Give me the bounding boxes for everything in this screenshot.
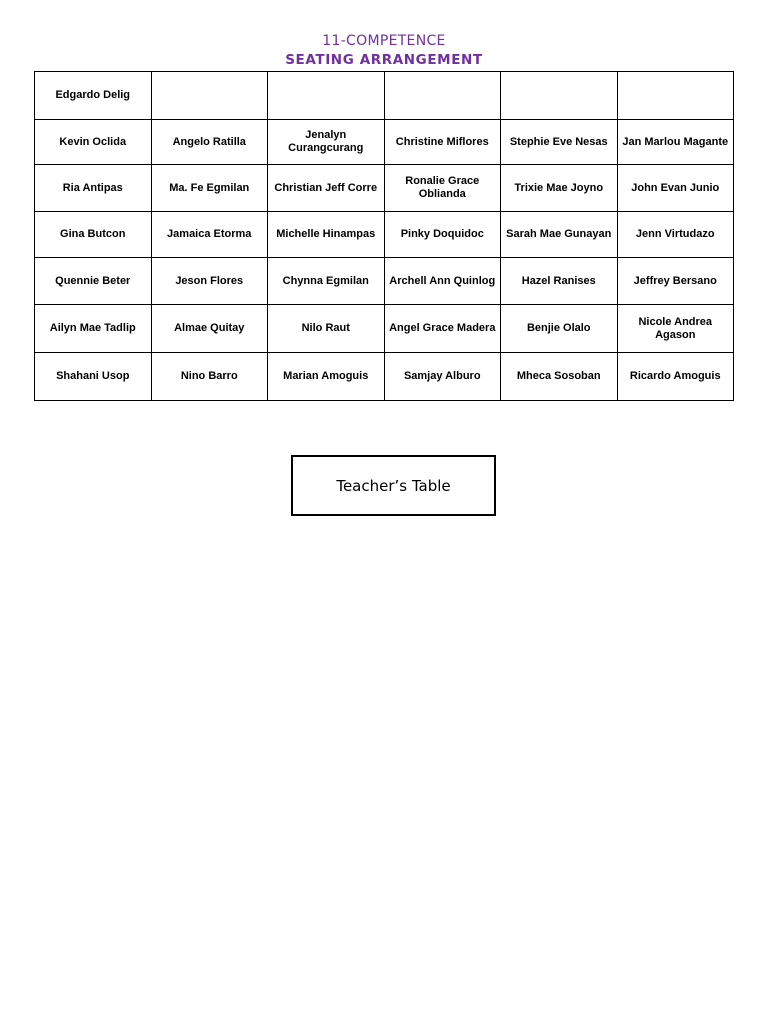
- seat-empty: [384, 72, 501, 120]
- seat-empty: [268, 72, 385, 120]
- seat: John Evan Junio: [617, 165, 734, 212]
- seat: Mheca Sosoban: [501, 353, 618, 401]
- seat: Jenalyn Curangcurang: [268, 120, 385, 165]
- seat: Almae Quitay: [151, 305, 268, 353]
- seat: Ma. Fe Egmilan: [151, 165, 268, 212]
- seat: Hazel Ranises: [501, 258, 618, 305]
- seat: Angel Grace Madera: [384, 305, 501, 353]
- teacher-table-label: Teacher’s Table: [336, 476, 451, 495]
- seat: Michelle Hinampas: [268, 212, 385, 258]
- seat: Jeson Flores: [151, 258, 268, 305]
- seat: Christine Miflores: [384, 120, 501, 165]
- seat: Quennie Beter: [35, 258, 152, 305]
- seat: Ricardo Amoguis: [617, 353, 734, 401]
- seat-empty: [151, 72, 268, 120]
- seat-row-6: [35, 305, 734, 353]
- seat: Trixie Mae Joyno: [501, 165, 618, 212]
- seat: Ailyn Mae Tadlip: [35, 305, 152, 353]
- seat: Archell Ann Quinlog: [384, 258, 501, 305]
- seat-row-5: [35, 258, 734, 305]
- seat: Benjie Olalo: [501, 305, 618, 353]
- seat: Stephie Eve Nesas: [501, 120, 618, 165]
- seat: Angelo Ratilla: [151, 120, 268, 165]
- seat-row-7: [35, 353, 734, 401]
- seat: Edgardo Delig: [35, 72, 152, 120]
- seat: Pinky Doquidoc: [384, 212, 501, 258]
- seat: Nino Barro: [151, 353, 268, 401]
- seat: Jenn Virtudazo: [617, 212, 734, 258]
- seat-row-4: [35, 212, 734, 258]
- seat-row-2: [35, 120, 734, 165]
- seat: Ronalie Grace Oblianda: [384, 165, 501, 212]
- seat: Marian Amoguis: [268, 353, 385, 401]
- seat: Ria Antipas: [35, 165, 152, 212]
- seat: Nicole Andrea Agason: [617, 305, 734, 353]
- seat: Samjay Alburo: [384, 353, 501, 401]
- seat: Jan Marlou Magante: [617, 120, 734, 165]
- seat: Jeffrey Bersano: [617, 258, 734, 305]
- seat: Sarah Mae Gunayan: [501, 212, 618, 258]
- class-name: 11-COMPETENCE: [322, 33, 446, 49]
- seat: Kevin Oclida: [35, 120, 152, 165]
- teacher-table: [291, 455, 496, 516]
- seat-empty: [501, 72, 618, 120]
- seat: Gina Butcon: [35, 212, 152, 258]
- seating-chart: [34, 71, 734, 401]
- seat: Shahani Usop: [35, 353, 152, 401]
- seat: Nilo Raut: [268, 305, 385, 353]
- seat-row-1: [35, 72, 734, 120]
- seat-row-3: [35, 165, 734, 212]
- page-title: SEATING ARRANGEMENT: [285, 52, 483, 68]
- seating-chart-body: [35, 72, 734, 401]
- seat: Christian Jeff Corre: [268, 165, 385, 212]
- seat: Chynna Egmilan: [268, 258, 385, 305]
- seat-empty: [617, 72, 734, 120]
- seat: Jamaica Etorma: [151, 212, 268, 258]
